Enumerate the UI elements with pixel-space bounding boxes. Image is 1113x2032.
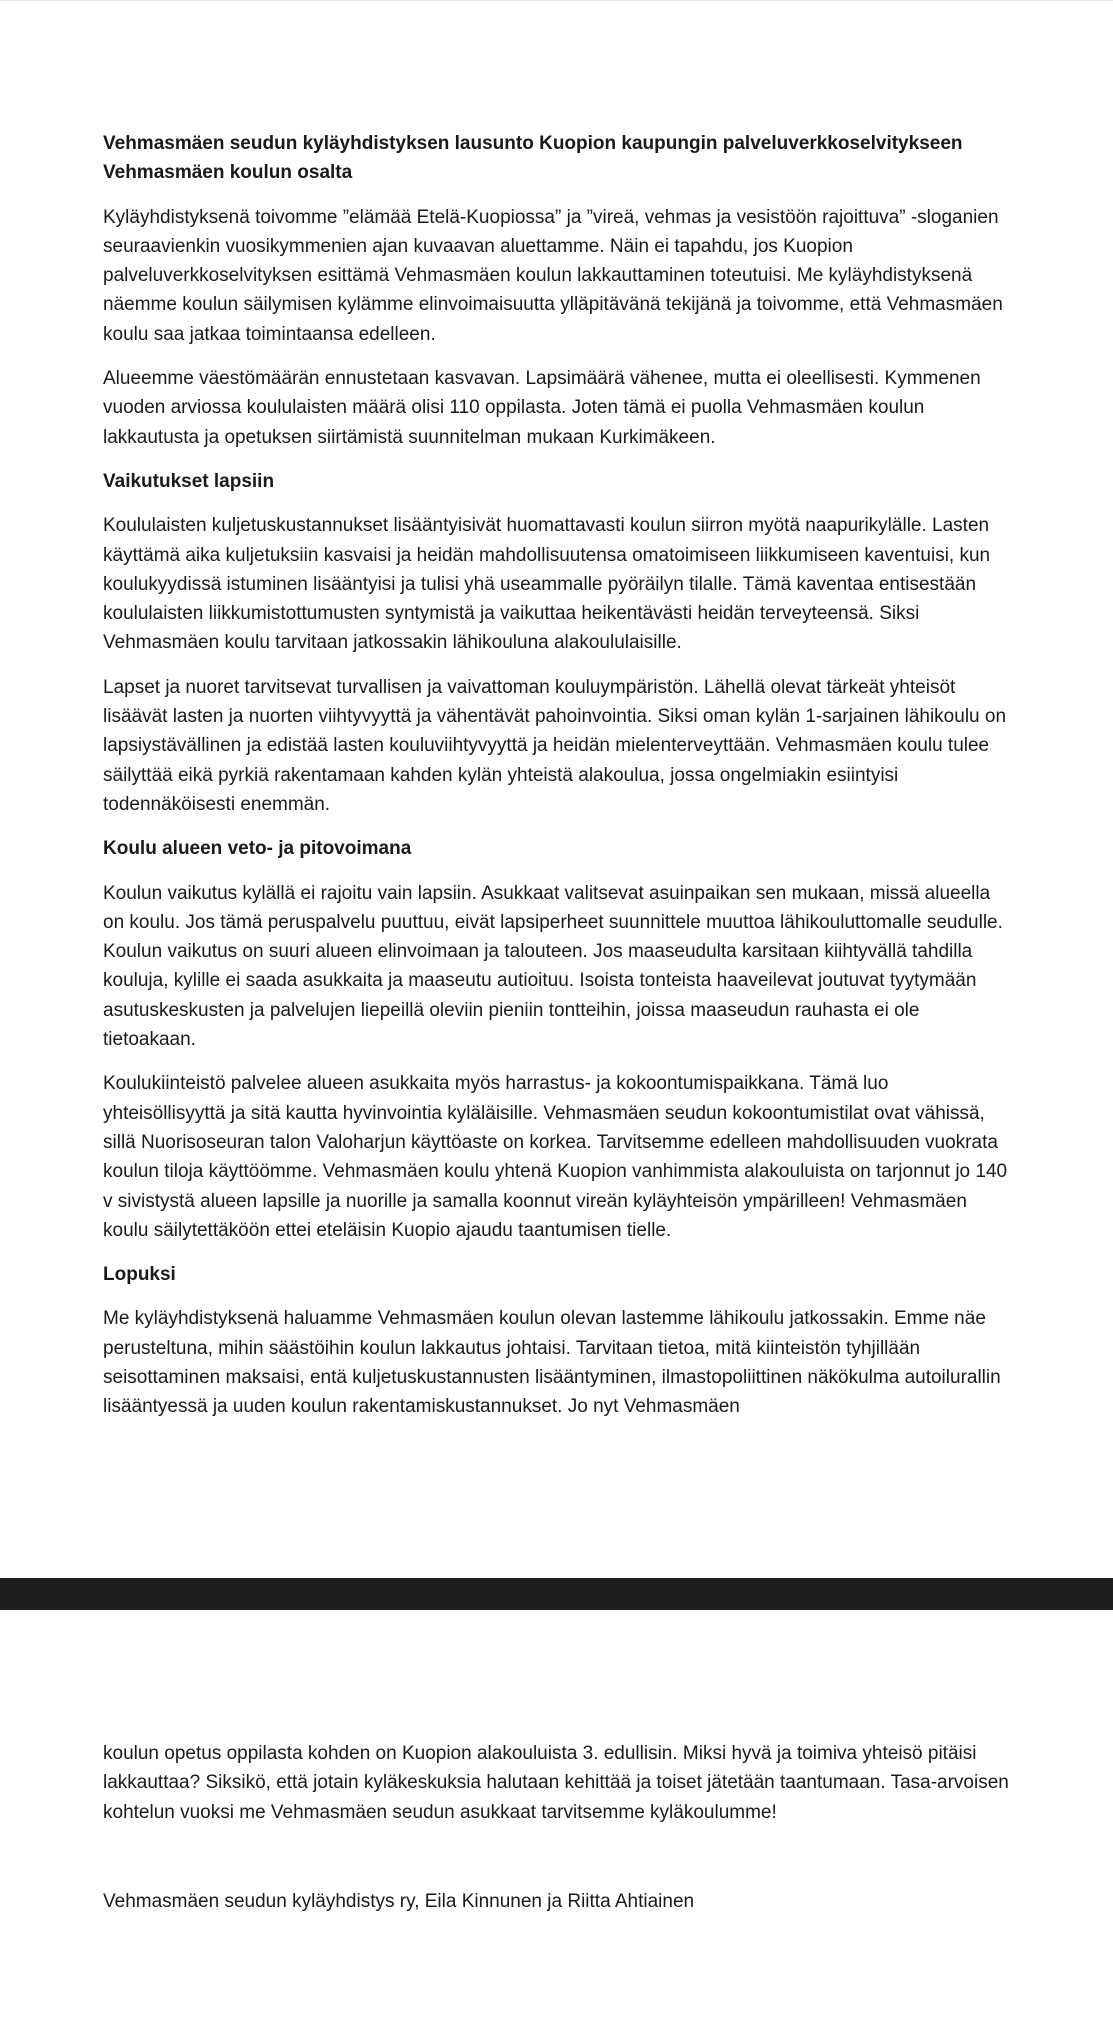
intro-paragraph-2: Alueemme väestömäärän ennustetaan kasvavan. Lapsimäärä vähenee, mutta ei oleellisesti. Kymmenen vuoden arviossa koululaisten määrä olisi 110 oppilasta. Joten tämä ei puolla Vehmasmäen koulun lakkautusta ja opetuksen siirtämistä suunnitelman mukaan Kurkimäkeen. bbox=[103, 368, 981, 448]
section-2-paragraph-2: Koulukiinteistö palvelee alueen asukkaita myös harrastus- ja kokoontumispaikkana. Tämä luo yhteisöllisyyttä ja sitä kautta hyvinvointia kyläläisille. Vehmasmäen seudun kokoontumistilat ovat vähissä, sillä Nuorisoseuran talon Valoharjun käyttöaste on korkea. Tarvitsemme edelleen mahdollisuuden vuokrata koulun tiloja käyttöömme. Vehmasmäen koulu yhtenä Kuopion vanhimmista alakouluista on tarjonnut jo 140 v sivistystä alueen lapsille ja nuorille ja samalla koonnut vireän kyläyhteisön ympärilleen! Vehmasmäen koulu säilytettäköön ettei eteläisin Kuopio ajaudu taantumisen tielle. bbox=[103, 1073, 1008, 1241]
page-2-content bbox=[103, 1739, 1013, 1931]
section-heading-pitovoima: Koulu alueen veto- ja pitovoimana bbox=[103, 838, 412, 860]
document-title: Vehmasmäen seudun kyläyhdistyksen lausunto Kuopion kaupungin palveluverkkoselvitykseen Vehmasmäen koulun osalta bbox=[103, 133, 963, 184]
section-2-paragraph-1: Koulun vaikutus kylällä ei rajoitu vain lapsiin. Asukkaat valitsevat asuinpaikan sen mukaan, missä alueella on koulu. Jos tämä peruspalvelu puuttuu, eivät lapsiperheet suunnittele muuttoa lähikouluttomalle seudulle. Koulun vaikutus on suuri alueen elinvoimaan ja talouteen. Jos maaseudulta karsitaan kiihtyvällä tahdilla kouluja, kylille ei saada asukkaita ja maaseutu autioituu. Isoista tonteista haaveilevat joutuvat tyytymään asutuskeskusten ja palvelujen liepeillä oleviin pieniin tontteihin, joissa maaseudun rauhasta ei ole tietoakaan. bbox=[103, 882, 1003, 1051]
page-break-divider bbox=[0, 1578, 1113, 1610]
section-1-paragraph-1: Koululaisten kuljetuskustannukset lisääntyisivät huomattavasti koulun siirron myötä naapurikylälle. Lasten käyttämä aika kuljetuksiin kasvaisi ja heidän mahdollisuutensa omatoimiseen liikkumiseen kaventuisi, kun koulukyydissä istuminen lisääntyisi ja tulisi yhä useammalle pyöräilyn tilalle. Tämä kaventaa entisestään koululaisten liikkumistottumusten syntymistä ja vaikuttaa heikentävästi heidän terveyteensä. Siksi Vehmasmäen koulu tarvitaan jatkossakin lähikouluna alakoululaisille. bbox=[103, 515, 991, 654]
section-heading-lapsiin: Vaikutukset lapsiin bbox=[103, 470, 275, 492]
signature-line: Vehmasmäen seudun kyläyhdistys ry, Eila Kinnunen ja Riitta Ahtiainen bbox=[103, 1890, 695, 1912]
section-3-paragraph-part-2: koulun opetus oppilasta kohden on Kuopion alakouluista 3. edullisin. Miksi hyvä ja toimiva yhteisö pitäisi lakkauttaa? Siksikö, että jotain kyläkeskuksia halutaan kehittää ja toiset jätetään taantumaan. Tasa-arvoisen kohtelun vuoksi me Vehmasmäen seudun asukkaat tarvitsemme kyläkoulumme! bbox=[103, 1743, 1009, 1823]
section-1-paragraph-2: Lapset ja nuoret tarvitsevat turvallisen ja vaivattoman kouluympäristön. Lähellä olevat tärkeät yhteisöt lisäävät lasten ja nuorten viihtyvyyttä ja vähentävät pahoinvointia. Siksi oman kylän 1-sarjainen lähikoulu on lapsiystävällinen ja edistää lasten kouluviihtyvyyttä ja heidän mielenterveyttään. Vehmasmäen koulu tulee säilyttää eikä pyrkiä rakentamaan kahden kylän yhteistä alakoulua, jossa ongelmiakin esiintyisi todennäköisesti enemmän. bbox=[103, 676, 1007, 815]
intro-paragraph-1: Kyläyhdistyksenä toivomme ”elämää Etelä-Kuopiossa” ja ”vireä, vehmas ja vesistöön rajoittuva” -sloganien seuraavienkin vuosikymmenien ajan kuvaavan aluettamme. Näin ei tapahdu, jos Kuopion palveluverkkoselvityksen esittämä Vehmasmäen koulun lakkauttaminen toteutuisi. Me kyläyhdistyksenä näemme koulun säilymisen kylämme elinvoimaisuutta ylläpitävänä tekijänä ja toivomme, että Vehmasmäen koulu saa jatkaa toimintaansa edelleen. bbox=[103, 206, 1003, 345]
page-1-content bbox=[103, 129, 1013, 1437]
section-3-paragraph-part-1: Me kyläyhdistyksenä haluamme Vehmasmäen koulun olevan lastemme lähikoulu jatkossakin. Emme näe perusteltuna, mihin säästöihin koulun lakkautus johtaisi. Tarvitaan tietoa, mitä kiinteistön tyhjillään seisottaminen maksaisi, entä kuljetuskustannusten lisääntyminen, ilmastopoliittinen näkökulma autoilurallin lisääntyessä ja uuden koulun rakentamiskustannukset. Jo nyt Vehmasmäen bbox=[103, 1308, 1001, 1418]
section-heading-lopuksi: Lopuksi bbox=[103, 1264, 176, 1286]
document-page-2 bbox=[0, 1610, 1113, 2032]
